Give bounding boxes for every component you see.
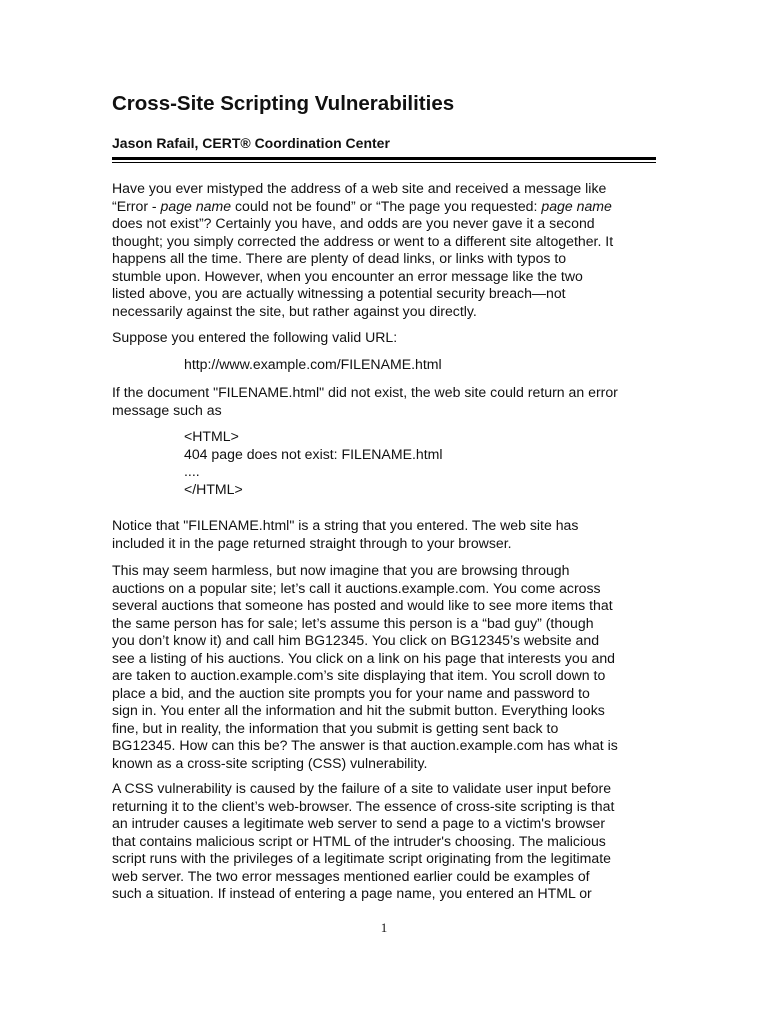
paragraph-css-definition bbox=[112, 780, 672, 903]
code-line: </HTML> bbox=[184, 480, 243, 497]
italic-term: page name bbox=[541, 197, 612, 214]
text-line bbox=[112, 198, 672, 216]
text-line: Notice that "FILENAME.html" is a string that you entered. The web site has bbox=[112, 517, 579, 533]
page-number: 1 bbox=[380, 920, 388, 935]
text-line: Have you ever mistyped the address of a web site and received a message like bbox=[112, 180, 607, 196]
text-run: “Error - bbox=[112, 197, 161, 214]
author-line: Jason Rafail, CERT® Coordination Center bbox=[112, 135, 390, 151]
text-line: place a bid, and the auction site prompts you for your name and password to bbox=[112, 684, 590, 701]
text-line: This may seem harmless, but now imagine that you are browsing through bbox=[112, 562, 570, 578]
text-line: A CSS vulnerability is caused by the failure of a site to validate user input before bbox=[112, 780, 612, 796]
text-line: web server. The two error messages mentioned earlier could be examples of bbox=[112, 867, 590, 884]
document-title: Cross-Site Scripting Vulnerabilities bbox=[112, 92, 455, 115]
text-line: are taken to auction.example.com’s site displaying that item. You scroll down to bbox=[112, 667, 606, 683]
paragraph-auction bbox=[112, 562, 672, 772]
url-text: http://www.example.com/FILENAME.html bbox=[184, 356, 442, 372]
text-line: script runs with the privileges of a legitimate script originating from the legitimate bbox=[112, 850, 611, 866]
paragraph-error bbox=[112, 384, 672, 419]
paragraph-intro bbox=[112, 180, 672, 320]
text-line: you don’t know it) and call him BG12345. You click on BG12345’s website and bbox=[112, 632, 600, 648]
text-line: If the document "FILENAME.html" did not exist, the web site could return an error bbox=[112, 384, 618, 400]
text-line: an intruder causes a legitimate web server to send a page to a victim's browser bbox=[112, 815, 606, 831]
text-line: known as a cross-site scripting (CSS) vulnerability. bbox=[112, 754, 428, 771]
text-line: thought; you simply corrected the address or went to a different site altogether. It bbox=[112, 232, 614, 249]
text-line: happens all the time. There are plenty of dead links, or links with typos to bbox=[112, 250, 567, 266]
text-line: auctions on a popular site; let’s call it auctions.example.com. You come across bbox=[112, 579, 601, 596]
text-line: listed above, you are actually witnessing a potential security breach—not bbox=[112, 285, 566, 301]
text-line: BG12345. How can this be? The answer is that auction.example.com has what is bbox=[112, 737, 618, 753]
text-line: necessarily against the site, but rather against you directly. bbox=[112, 302, 477, 319]
text-line: such a situation. If instead of entering a page name, you entered an HTML or bbox=[112, 885, 592, 901]
code-line: .... bbox=[184, 463, 200, 479]
text-line: the same person has for sale; let’s assume this person is a “bad guy” (though bbox=[112, 614, 594, 631]
text-line: does not exist”? Certainly you have, and odds are you never gave it a second bbox=[112, 215, 595, 231]
paragraph-suppose bbox=[112, 329, 672, 347]
code-example bbox=[184, 428, 584, 498]
text-line: message such as bbox=[112, 401, 222, 418]
text-line: Suppose you entered the following valid URL: bbox=[112, 329, 398, 345]
title-rule-thin bbox=[112, 162, 656, 163]
text-line: sign in. You enter all the information and hit the submit button. Everything looks bbox=[112, 702, 605, 718]
code-line: <HTML> bbox=[184, 428, 239, 444]
title-rule-thick bbox=[112, 157, 656, 160]
paragraph-notice bbox=[112, 517, 672, 552]
text-run: could not be found” or “The page you requested: bbox=[231, 197, 542, 214]
example-url bbox=[184, 356, 584, 374]
text-line: included it in the page returned straight through to your browser. bbox=[112, 534, 512, 551]
text-line: fine, but in reality, the information that you submit is getting sent back to bbox=[112, 719, 559, 736]
code-line: 404 page does not exist: FILENAME.html bbox=[184, 445, 443, 462]
text-line: several auctions that someone has posted and would like to see more items that bbox=[112, 597, 613, 613]
text-line: see a listing of his auctions. You click on a link on his page that interests you and bbox=[112, 649, 615, 666]
text-line: that contains malicious script or HTML of the intruder's choosing. The malicious bbox=[112, 832, 606, 849]
text-line: stumble upon. However, when you encounter an error message like the two bbox=[112, 267, 583, 284]
italic-term: page name bbox=[160, 197, 232, 214]
text-line: returning it to the client’s web-browser. The essence of cross-site scripting is that bbox=[112, 797, 615, 814]
